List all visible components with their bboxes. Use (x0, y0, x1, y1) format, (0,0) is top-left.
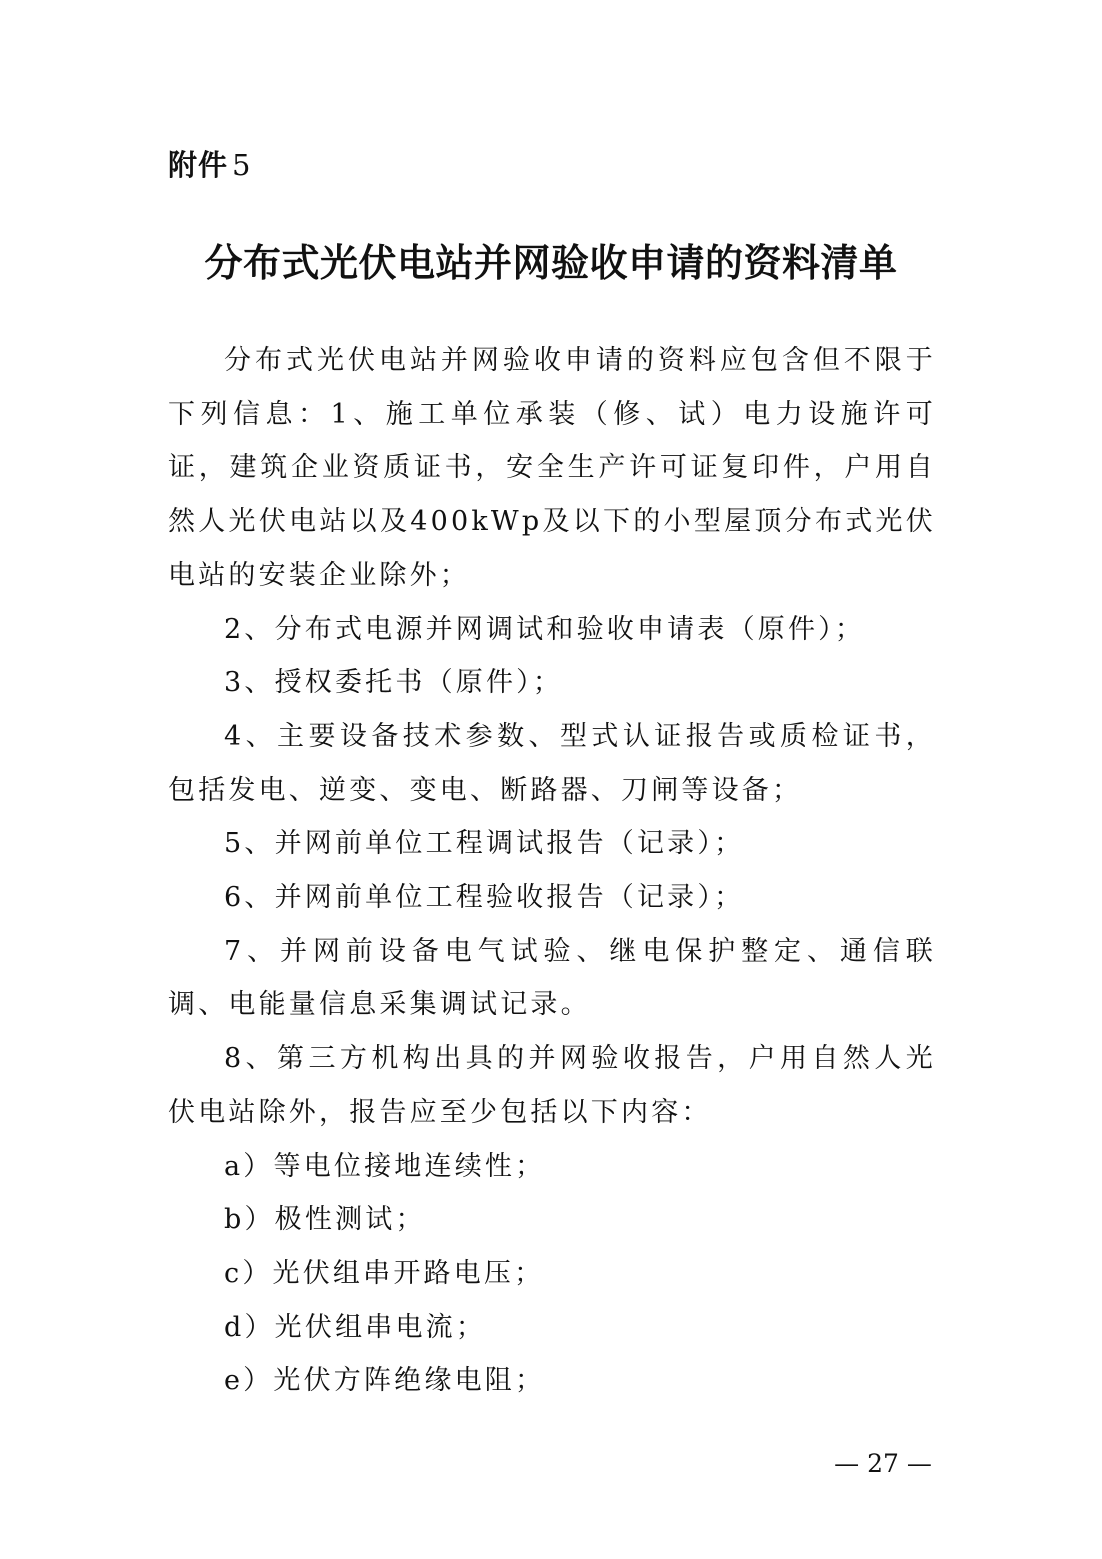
paragraph-item-5: 5、并网前单位工程调试报告（记录）； (224, 828, 745, 860)
paragraph-intro-item-1: 分布式光伏电站并网验收申请的资料应包含但不限于下列信息：1、施工单位承装（修、试）电力设施许可证，建筑企业资质证书，安全生产许可证复印件，户用自然人光伏电站以及400kWp及以下的小型屋顶分布式光伏电站的安装企业除外； (168, 345, 936, 591)
sub-item-a: a）等电位接地连续性； (224, 1150, 546, 1182)
paragraph-item-4: 4、主要设备技术参数、型式认证报告或质检证书，包括发电、逆变、变电、断路器、刀闸等设备； (168, 720, 936, 806)
attachment-number: 5 (232, 148, 252, 182)
paragraph-item-8: 8、第三方机构出具的并网验收报告，户用自然人光伏电站除外，报告应至少包括以下内容： (168, 1043, 936, 1128)
page-number: — 27 — (834, 1449, 932, 1478)
sub-item-d: d）光伏组串电流； (224, 1311, 487, 1343)
paragraph-item-2: 2、分布式电源并网调试和验收申请表（原件）； (224, 613, 866, 645)
paragraph-item-6: 6、并网前单位工程验收报告（记录）； (224, 882, 745, 914)
attachment-label-text: 附件 (168, 148, 229, 182)
sub-item-b: b）极性测试； (224, 1204, 426, 1236)
paragraph-item-7: 7、并网前设备电气试验、继电保护整定、通信联调、电能量信息采集调试记录。 (168, 935, 936, 1021)
sub-item-c: c）光伏组串开路电压； (224, 1257, 545, 1289)
sub-item-e: e）光伏方阵绝缘电阻； (224, 1365, 546, 1397)
paragraph-item-3: 3、授权委托书（原件）； (224, 667, 564, 699)
document-body (168, 334, 936, 1408)
attachment-label (168, 143, 251, 187)
document-title: 分布式光伏电站并网验收申请的资料清单 (204, 240, 898, 285)
